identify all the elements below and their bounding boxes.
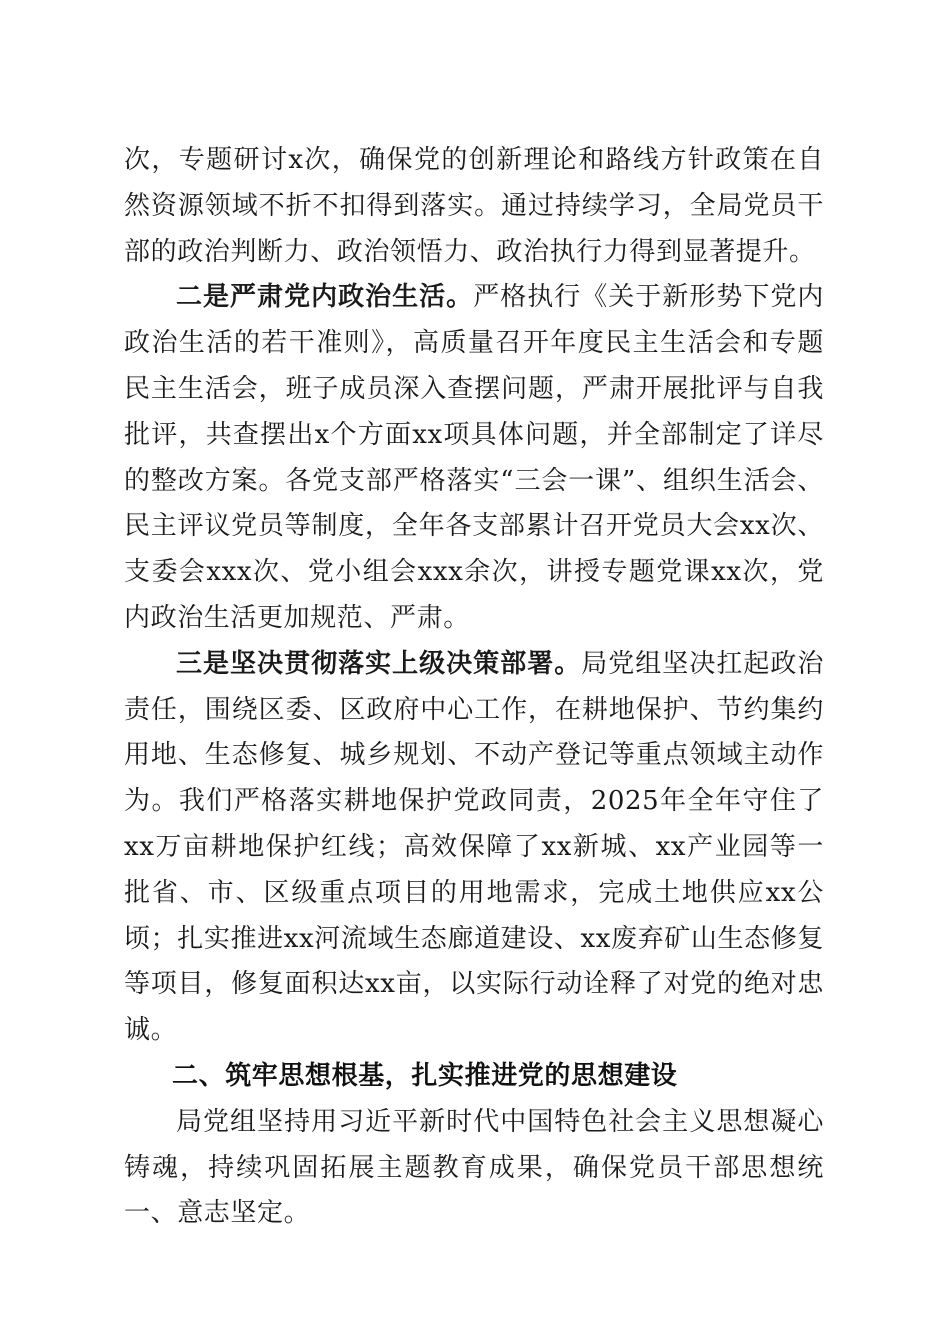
paragraph-text: 次，专题研讨x次，确保党的创新理论和路线方针政策在自然资源领域不折不扣得到落实。通过持续学习，全局党员干部的政治判断力、政治领悟力、政治执行力得到显著提升。 <box>124 145 824 267</box>
document-body <box>124 138 824 1237</box>
paragraph-lead: 二是严肃党内政治生活。 <box>176 282 474 313</box>
paragraph-text: 局党组坚决扛起政治责任，围绕区委、区政府中心工作，在耕地保护、节约集约用地、生态修复、城乡规划、不动产登记等重点领域主动作为。我们严格落实耕地保护党政同责，2025年全年守住了xx万亩耕地保护红线；高效保障了xx新城、xx产业园等一批省、市、区级重点项目的用地需求，完成土地供应xx公顷；扎实推进xx河流域生态廊道建设、xx废弃矿山生态修复等项目，修复面积达xx亩，以实际行动诠释了对党的绝对忠诚。 <box>124 648 824 1046</box>
paragraph-lead: 三是坚决贯彻落实上级决策部署。 <box>176 648 582 679</box>
paragraph-text: 严格执行《关于新形势下党内政治生活的若干准则》，高质量召开年度民主生活会和专题民主生活会，班子成员深入查摆问题，严肃开展批评与自我批评，共查摆出x个方面xx项具体问题，并全部制定了详尽的整改方案。各党支部严格落实“三会一课”、组织生活会、民主评议党员等制度，全年各支部累计召开党员大会xx次、支委会xxx次、党小组会xxx余次，讲授专题党课xx次，党内政治生活更加规范、严肃。 <box>124 282 824 633</box>
paragraph-decision-implementation <box>124 642 824 1054</box>
paragraph-political-life <box>124 275 824 641</box>
paragraph-ideology <box>124 1100 824 1237</box>
section-heading: 二、筑牢思想根基，扎实推进党的思想建设 <box>172 1060 678 1091</box>
paragraph-continuation <box>124 138 824 275</box>
paragraph-text: 局党组坚持用习近平新时代中国特色社会主义思想凝心铸魂，持续巩固拓展主题教育成果，确保党员干部思想统一、意志坚定。 <box>124 1106 824 1229</box>
